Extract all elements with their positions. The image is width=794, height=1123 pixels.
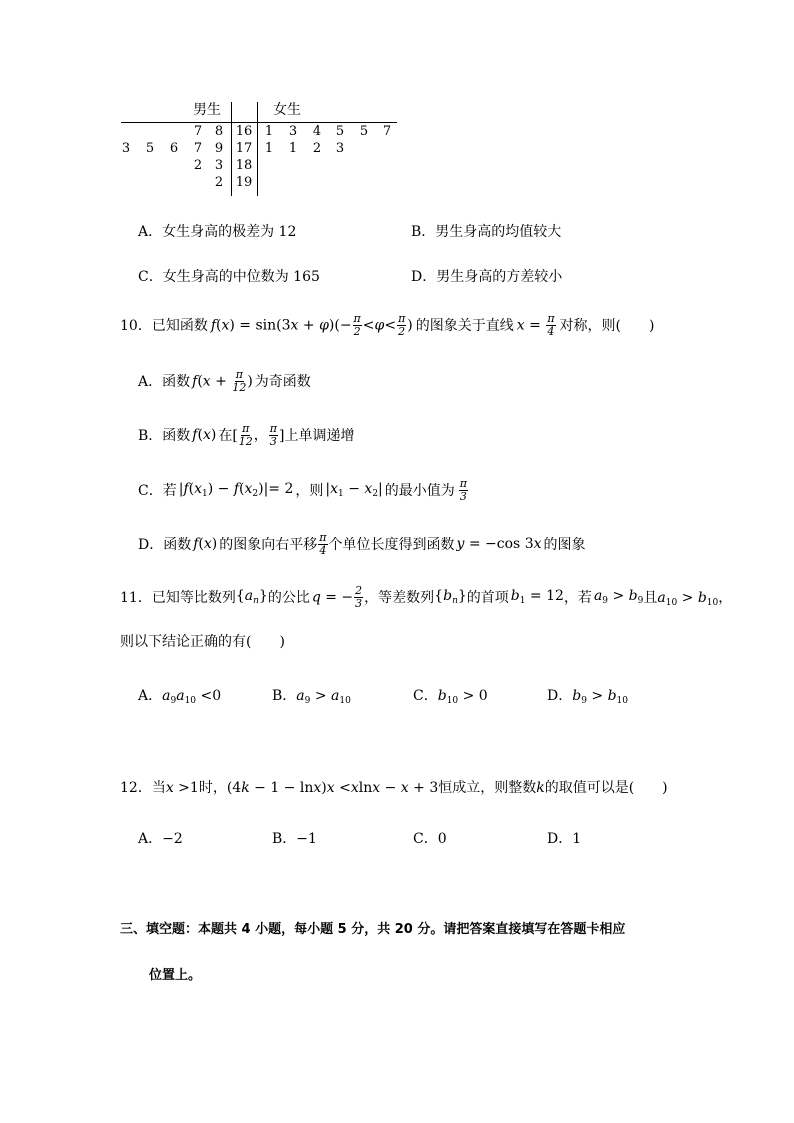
q10-option-b (138, 418, 355, 452)
q11-ratio: q = − $\frac{2}{3}$ (311, 583, 363, 610)
boys-leaf: 2 (214, 175, 224, 190)
q12-option-d: D．1 (547, 831, 582, 847)
girls-leaf: 3 (288, 124, 298, 139)
q10-c-mid: ，则 (295, 483, 324, 499)
q11-line2: 则以下结论正确的有( ) (120, 634, 285, 650)
section3-heading: 三、填空题：本题共 4 小题，每小题 5 分，共 20 分。请把答案直接填写在答题卡相应 (120, 922, 626, 937)
q11-d-formula: $b_9 > b_{10}$ (572, 688, 628, 706)
q10-d-mid1: 的图象向右平移 (219, 537, 318, 553)
girls-label: 女生 (273, 102, 301, 118)
q10-c-value: $\frac{\pi}{3}$ (459, 476, 467, 503)
girls-leaf: 1 (288, 141, 298, 156)
q9-option-d: D．男生身高的方差较小 (411, 269, 563, 285)
q11-b-formula: $a_9 > a_{10}$ (296, 688, 351, 706)
q11-a-label: A． (138, 688, 163, 704)
q12-suffix: 的取值可以是( ) (544, 780, 668, 796)
q12-prefix: 12．当 (120, 780, 166, 796)
q10-function-formula: f(x) = sin(3x + φ)(− $\frac{\pi}{2}$ <φ< $\frac{\pi}{2}$ ) (210, 311, 413, 338)
q11-a-formula: $a_9a_{10} <0$ (162, 688, 222, 706)
q11-text-b: 的公比 (267, 590, 310, 606)
q11-text-e: ，若 (563, 590, 592, 606)
section3-heading-cont: 位置上。 (149, 968, 202, 983)
q10-c-expression: $|x_1 - x_2|$ (325, 481, 383, 499)
q12-k: k (536, 780, 545, 796)
girls-leaf: 1 (264, 141, 274, 156)
q10-stem (120, 308, 654, 342)
q10-c-condition: $|f(x_1) - f(x_2)|= 2$ (178, 481, 294, 499)
q11-stem (120, 580, 732, 614)
q11-text-c: ，等差数列 (364, 590, 435, 606)
q10-b-suffix: ]上单调递增 (279, 428, 355, 444)
stem-18: 18 (235, 158, 253, 173)
boys-leaf: 7 (193, 124, 203, 139)
boys-leaf: 7 (193, 141, 203, 156)
stem-17: 17 (235, 141, 253, 156)
q12-mid1: 时， (198, 780, 227, 796)
q11-seq-b: $\{b_n\}$ (434, 588, 467, 606)
q10-line-formula: x = $\frac{\pi}{4}$ (516, 311, 555, 338)
q10-number: 10．已知函数 (120, 318, 208, 334)
boys-leaf: 5 (145, 141, 155, 156)
boys-leaf: 3 (214, 158, 224, 173)
q11-seq-a: $\{a_n\}$ (235, 588, 268, 606)
q10-c-prefix: C．若 (138, 483, 177, 499)
boys-leaf: 6 (169, 141, 179, 156)
q11-text-d: 的首项 (466, 590, 509, 606)
q11-cond-2: $a_{10} > b_{10}$， (657, 589, 733, 608)
q11-d-label: D． (547, 688, 573, 704)
girls-leaf: 4 (312, 124, 322, 139)
girls-leaf: 2 (312, 141, 322, 156)
q10-d-func: f(x) (193, 536, 218, 552)
q11-first-term: $b_1 = 12$ (510, 588, 564, 606)
girls-leaf: 7 (382, 124, 392, 139)
q10-d-result: y = −cos 3x (456, 536, 542, 552)
q12-stem (120, 777, 668, 797)
q11-option-a (138, 685, 221, 706)
girls-leaf: 3 (335, 141, 345, 156)
q10-d-shift: $\frac{\pi}{4}$ (319, 530, 327, 557)
q10-text-end: 对称，则( ) (559, 318, 655, 334)
stem-19: 19 (235, 175, 253, 190)
q9-option-a: A．女生身高的极差为 12 (138, 224, 297, 240)
q11-c-label: C． (413, 688, 438, 704)
q11-text-f: 且 (643, 590, 658, 606)
q10-option-d (138, 527, 586, 561)
q12-option-b: B．−1 (272, 831, 317, 847)
boys-leaf: 2 (193, 158, 203, 173)
q10-d-prefix: D．函数 (138, 537, 192, 553)
q11-c-formula: $b_{10} > 0$ (437, 688, 488, 706)
stem-16: 16 (235, 124, 253, 139)
q10-text-mid: 的图象关于直线 (415, 318, 514, 334)
header-rule (121, 122, 397, 123)
q12-condition: x >1 (165, 780, 199, 796)
q10-b-prefix: B．函数 (138, 428, 191, 444)
q9-option-c: C．女生身高的中位数为 165 (138, 269, 320, 285)
q9-option-b: B．男生身高的均值较大 (411, 224, 562, 240)
girls-leaf: 5 (335, 124, 345, 139)
q11-b-label: B． (272, 688, 297, 704)
boys-leaf: 8 (214, 124, 224, 139)
q12-mid2: 恒成立，则整数 (438, 780, 537, 796)
boys-leaf: 3 (121, 141, 131, 156)
q12-option-a: A．−2 (138, 831, 183, 847)
boys-label: 男生 (193, 102, 221, 118)
q12-option-c: C．0 (413, 831, 447, 847)
q11-text-a: 11．已知等比数列 (120, 590, 236, 606)
girls-leaf: 5 (359, 124, 369, 139)
q10-b-interval: $\frac{\pi}{12}$ ， $\frac{\pi}{3}$ (238, 421, 278, 448)
q11-cond-1: $a_9 > b_9$ (593, 588, 644, 606)
q12-inequality: (4k − 1 − lnx)x <xlnx − x + 3 (226, 780, 439, 796)
q11-option-c (413, 685, 488, 706)
q11-option-d (547, 685, 628, 706)
q11-option-b (272, 685, 351, 706)
q10-a-formula: f(x + $\frac{\pi}{12}$ ) (192, 367, 253, 394)
q10-a-suffix: 为奇函数 (254, 374, 311, 390)
q10-b-func: f(x) (192, 427, 217, 443)
girls-leaf: 1 (264, 124, 274, 139)
q10-option-a (138, 364, 311, 398)
q10-d-mid2: 个单位长度得到函数 (328, 537, 455, 553)
q10-option-c (138, 473, 469, 507)
q10-b-mid: 在[ (218, 428, 238, 444)
q10-a-prefix: A．函数 (138, 374, 191, 390)
q10-c-suffix: 的最小值为 (384, 483, 455, 499)
boys-leaf: 9 (214, 141, 224, 156)
q10-d-suffix: 的图象 (543, 537, 586, 553)
